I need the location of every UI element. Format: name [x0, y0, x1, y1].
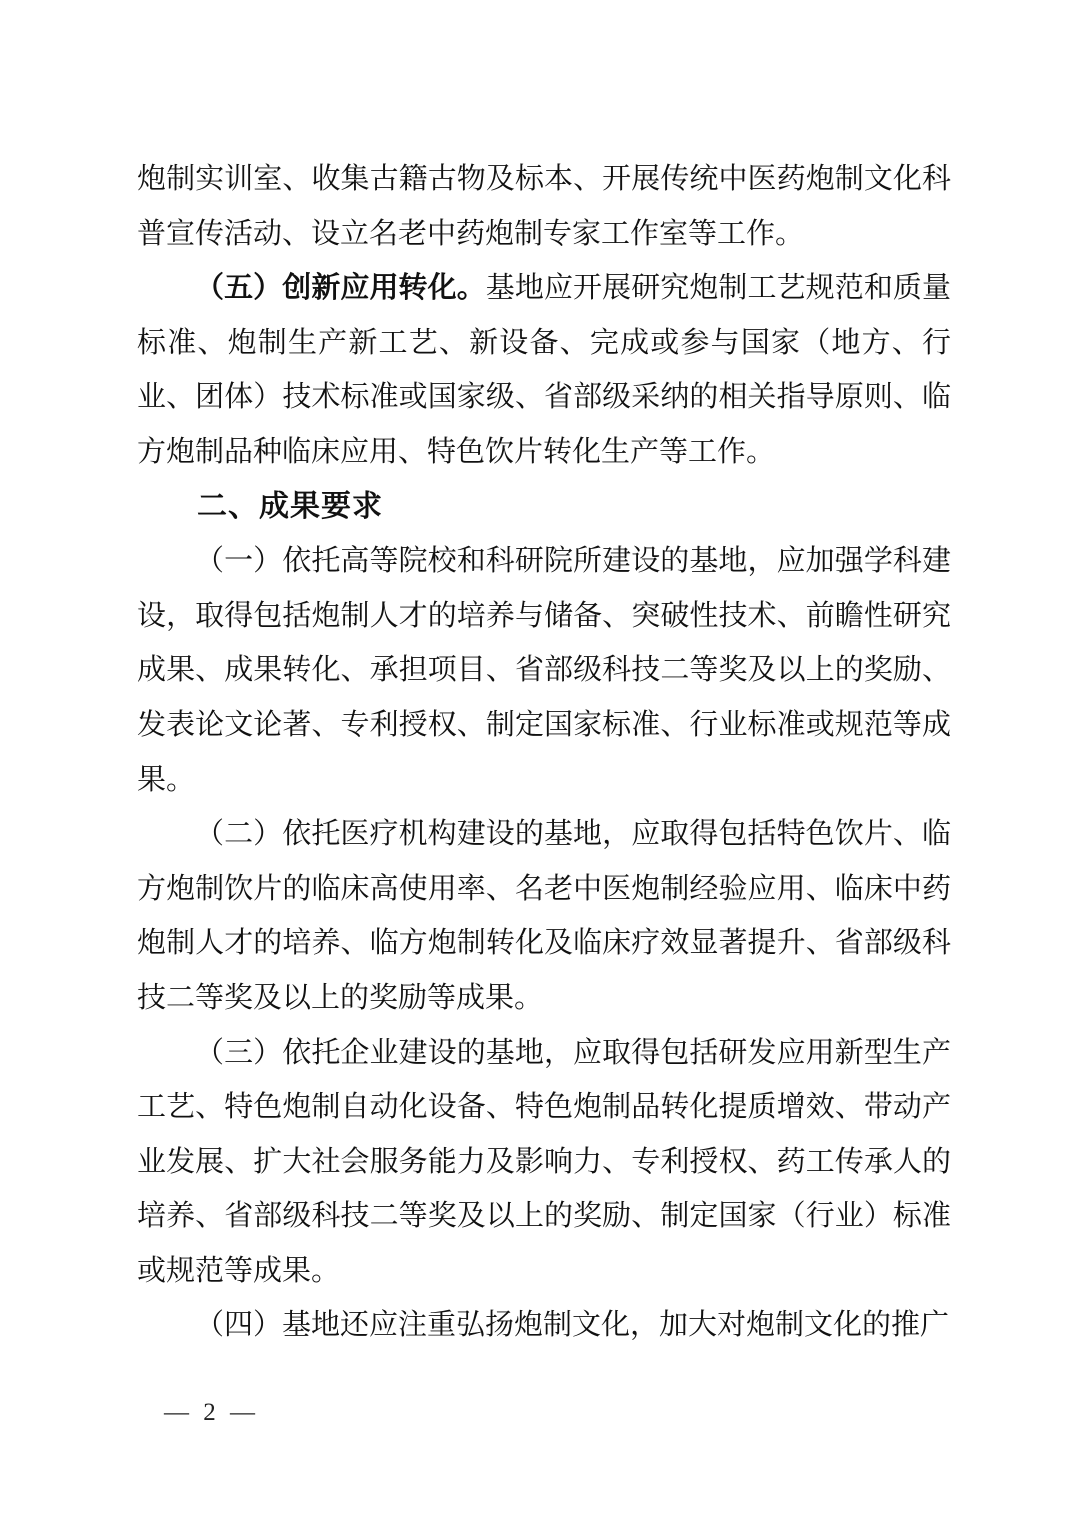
section-heading-results: 二、成果要求: [197, 489, 383, 523]
paragraph-continuation: 炮制实训室、收集古籍古物及标本、开展传统中医药炮制文化科普宣传活动、设立名老中药炮制专家工作室等工作。: [137, 163, 951, 250]
paragraph-item-5: [137, 261, 951, 479]
document-body: [137, 152, 951, 1353]
paragraph-text: 基地应开展研究炮制工艺规范和质量标准、炮制生产新工艺、新设备、完成或参与国家（地方、行业、团体）技术标准或国家级、省部级采纳的相关指导原则、临方炮制品种临床应用、特色饮片转化生产等工作。: [137, 272, 951, 468]
paragraph-item-2: （二）依托医疗机构建设的基地，应取得包括特色饮片、临方炮制饮片的临床高使用率、名老中医炮制经验应用、临床中药炮制人才的培养、临方炮制转化及临床疗效显著提升、省部级科技二等奖及以上的奖励等成果。: [137, 818, 951, 1014]
paragraph-item-3: （三）依托企业建设的基地，应取得包括研发应用新型生产工艺、特色炮制自动化设备、特色炮制品转化提质增效、带动产业发展、扩大社会服务能力及影响力、专利授权、药工传承人的培养、省部级科技二等奖及以上的奖励、制定国家（行业）标准或规范等成果。: [137, 1036, 951, 1287]
paragraph-lead-bold: （五）创新应用转化。: [195, 272, 486, 305]
paragraph-item-1: （一）依托高等院校和科研院所建设的基地，应加强学科建设，取得包括炮制人才的培养与储备、突破性技术、前瞻性研究成果、成果转化、承担项目、省部级科技二等奖及以上的奖励、发表论文论著、专利授权、制定国家标准、行业标准或规范等成果。: [137, 545, 951, 796]
paragraph-item-4: （四）基地还应注重弘扬炮制文化，加大对炮制文化的推广: [195, 1309, 950, 1342]
page-number: — 2 —: [164, 1399, 259, 1426]
